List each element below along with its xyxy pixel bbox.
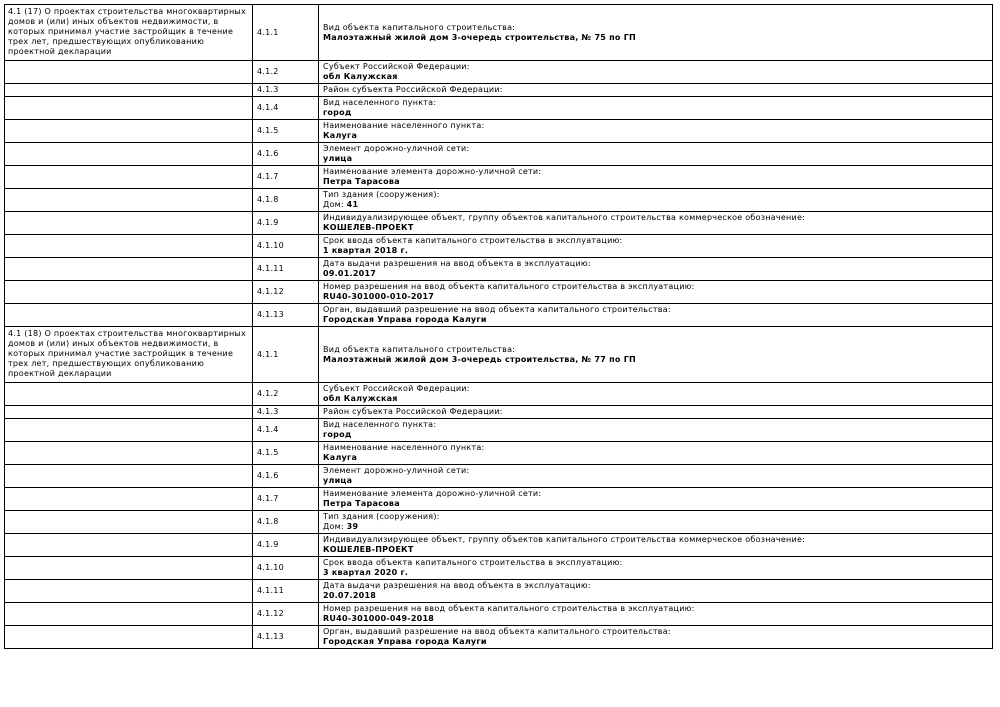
field-value: обл Калужская (323, 72, 398, 81)
field-value-prefix: Дом: (323, 200, 347, 209)
table-row (5, 258, 993, 281)
table-row (5, 603, 993, 626)
row-content (319, 327, 993, 383)
field-value: Малоэтажный жилой дом 3-очередь строительства, № 75 по ГП (323, 32, 636, 42)
section-description-empty-cell (5, 189, 253, 212)
row-number: 4.1.12 (253, 281, 319, 304)
row-number: 4.1.3 (253, 406, 319, 419)
row-number: 4.1.9 (253, 212, 319, 235)
row-number: 4.1.1 (253, 5, 319, 61)
table-row (5, 442, 993, 465)
section-description-empty-cell (5, 281, 253, 304)
row-number: 4.1.13 (253, 304, 319, 327)
field-value-line (323, 499, 988, 509)
row-content (319, 304, 993, 327)
field-value-line (323, 246, 988, 256)
row-number: 4.1.5 (253, 120, 319, 143)
section-description-empty-cell (5, 258, 253, 281)
row-content (319, 84, 993, 97)
section-description-empty-cell (5, 304, 253, 327)
row-number: 4.1.3 (253, 84, 319, 97)
section-description-empty-cell (5, 442, 253, 465)
field-value-line (323, 154, 988, 164)
field-label: Срок ввода объекта капитального строительства в эксплуатацию: (323, 558, 623, 567)
row-content (319, 258, 993, 281)
row-number: 4.1.11 (253, 258, 319, 281)
row-content (319, 488, 993, 511)
field-value: город (323, 108, 352, 117)
row-content (319, 97, 993, 120)
row-content (319, 212, 993, 235)
field-label: Срок ввода объекта капитального строительства в эксплуатацию: (323, 236, 623, 245)
row-number: 4.1.6 (253, 465, 319, 488)
row-content (319, 120, 993, 143)
field-value: город (323, 430, 352, 439)
row-content (319, 406, 993, 419)
row-content (319, 383, 993, 406)
field-label: Вид населенного пункта: (323, 98, 437, 107)
table-row (5, 327, 993, 383)
field-value: 41 (346, 200, 359, 209)
field-value-line (323, 315, 988, 325)
field-value: 1 квартал 2018 г. (323, 246, 409, 255)
table-row (5, 465, 993, 488)
table-row (5, 166, 993, 189)
section-description-empty-cell (5, 97, 253, 120)
field-label: Наименование населенного пункта: (323, 443, 485, 452)
field-value-line (323, 476, 988, 486)
field-value: RU40-301000-010-2017 (323, 292, 435, 301)
field-value-line (323, 545, 988, 555)
field-label: Вид населенного пункта: (323, 420, 437, 429)
field-value: КОШЕЛЕВ-ПРОЕКТ (323, 545, 414, 554)
field-value-line (323, 453, 988, 463)
table-row (5, 281, 993, 304)
field-label: Субъект Российской Федерации: (323, 384, 470, 393)
table-row (5, 406, 993, 419)
section-description-empty-cell (5, 235, 253, 258)
section-description-empty-cell (5, 511, 253, 534)
field-label: Район субъекта Российской Федерации: (323, 85, 503, 94)
field-label: Орган, выдавший разрешение на ввод объекта капитального строительства: (323, 305, 671, 314)
field-value: Малоэтажный жилой дом 3-очередь строительства, № 77 по ГП (323, 354, 636, 364)
row-number: 4.1.8 (253, 511, 319, 534)
row-number: 4.1.4 (253, 419, 319, 442)
row-content (319, 281, 993, 304)
row-number: 4.1.1 (253, 327, 319, 383)
field-value-line (323, 614, 988, 624)
row-number: 4.1.9 (253, 534, 319, 557)
row-number: 4.1.10 (253, 557, 319, 580)
field-value: улица (323, 154, 353, 163)
field-value: Городская Управа города Калуги (323, 315, 487, 324)
field-value-line (323, 394, 988, 404)
field-value-line (323, 430, 988, 440)
table-row (5, 143, 993, 166)
section-description-empty-cell (5, 419, 253, 442)
table-row (5, 557, 993, 580)
table-row (5, 84, 993, 97)
section-description-empty-cell (5, 212, 253, 235)
row-content (319, 465, 993, 488)
field-value: Петра Тарасова (323, 177, 400, 186)
field-value: Городская Управа города Калуги (323, 637, 487, 646)
field-label: Субъект Российской Федерации: (323, 62, 470, 71)
field-value-line (323, 72, 988, 82)
row-number: 4.1.5 (253, 442, 319, 465)
row-content (319, 442, 993, 465)
row-content (319, 419, 993, 442)
field-value: Калуга (323, 453, 358, 462)
field-value-line (323, 33, 988, 43)
row-content (319, 61, 993, 84)
row-content (319, 143, 993, 166)
row-number: 4.1.6 (253, 143, 319, 166)
field-value: Петра Тарасова (323, 499, 400, 508)
table-row (5, 419, 993, 442)
section-description-empty-cell (5, 383, 253, 406)
section-description-empty-cell (5, 580, 253, 603)
field-label: Наименование элемента дорожно-уличной сети: (323, 167, 542, 176)
field-value-line (323, 269, 988, 279)
row-content (319, 189, 993, 212)
field-value: RU40-301000-049-2018 (323, 614, 435, 623)
section-description-empty-cell (5, 61, 253, 84)
table-row (5, 580, 993, 603)
table-row (5, 626, 993, 649)
field-value-line (323, 355, 988, 365)
field-label: Вид объекта капитального строительства: (323, 344, 516, 354)
table-row (5, 5, 993, 61)
field-value: 3 квартал 2020 г. (323, 568, 409, 577)
field-label: Номер разрешения на ввод объекта капитального строительства в эксплуатацию: (323, 604, 695, 613)
table-row (5, 383, 993, 406)
field-label: Вид объекта капитального строительства: (323, 22, 516, 32)
field-value-line (323, 292, 988, 302)
row-number: 4.1.7 (253, 166, 319, 189)
section-description-empty-cell (5, 626, 253, 649)
field-value: 09.01.2017 (323, 269, 377, 278)
table-row (5, 212, 993, 235)
table-row (5, 61, 993, 84)
field-value-line (323, 637, 988, 647)
field-label: Элемент дорожно-уличной сети: (323, 144, 470, 153)
table-row (5, 189, 993, 212)
table-row (5, 488, 993, 511)
section-description-empty-cell (5, 488, 253, 511)
field-value: улица (323, 476, 353, 485)
row-content (319, 603, 993, 626)
row-number: 4.1.4 (253, 97, 319, 120)
field-label: Наименование элемента дорожно-уличной сети: (323, 489, 542, 498)
row-number: 4.1.2 (253, 61, 319, 84)
field-label: Тип здания (сооружения): (323, 512, 440, 521)
field-value-line (323, 177, 988, 187)
field-label: Район субъекта Российской Федерации: (323, 407, 503, 416)
field-label: Элемент дорожно-уличной сети: (323, 466, 470, 475)
section-description-empty-cell (5, 465, 253, 488)
row-content (319, 626, 993, 649)
row-number: 4.1.8 (253, 189, 319, 212)
row-number: 4.1.11 (253, 580, 319, 603)
row-content (319, 580, 993, 603)
field-label: Индивидуализирующее объект, группу объектов капитального строительства коммерческое обозначение: (323, 535, 806, 544)
row-content (319, 166, 993, 189)
field-label: Номер разрешения на ввод объекта капитального строительства в эксплуатацию: (323, 282, 695, 291)
row-number: 4.1.2 (253, 383, 319, 406)
field-value-line (323, 108, 988, 118)
field-value-line (323, 522, 988, 532)
field-value: 20.07.2018 (323, 591, 377, 600)
field-label: Индивидуализирующее объект, группу объектов капитального строительства коммерческое обозначение: (323, 213, 806, 222)
field-value-line (323, 131, 988, 141)
table-row (5, 120, 993, 143)
field-value-line (323, 200, 988, 210)
section-description-empty-cell (5, 143, 253, 166)
section-description-empty-cell (5, 534, 253, 557)
section-description-empty-cell (5, 120, 253, 143)
field-label: Орган, выдавший разрешение на ввод объекта капитального строительства: (323, 627, 671, 636)
section-description: 4.1 (18) О проектах строительства многоквартирных домов и (или) иных объектов недвижимости, в которых принимал участие застройщик в течение трех лет, предшествующих опубликованию проектной декларации (5, 327, 253, 383)
row-content (319, 235, 993, 258)
section-description-empty-cell (5, 557, 253, 580)
field-value-line (323, 568, 988, 578)
field-value: 39 (346, 522, 359, 531)
row-content (319, 511, 993, 534)
table-row (5, 304, 993, 327)
row-content (319, 5, 993, 61)
declaration-table (4, 4, 993, 649)
field-label: Дата выдачи разрешения на ввод объекта в эксплуатацию: (323, 259, 591, 268)
section-description-empty-cell (5, 166, 253, 189)
field-value-line (323, 591, 988, 601)
field-label: Тип здания (сооружения): (323, 190, 440, 199)
field-value-prefix: Дом: (323, 522, 347, 531)
field-value: КОШЕЛЕВ-ПРОЕКТ (323, 223, 414, 232)
table-row (5, 534, 993, 557)
row-content (319, 557, 993, 580)
row-number: 4.1.10 (253, 235, 319, 258)
table-body (5, 5, 993, 649)
section-description-empty-cell (5, 84, 253, 97)
table-row (5, 235, 993, 258)
row-content (319, 534, 993, 557)
field-label: Дата выдачи разрешения на ввод объекта в эксплуатацию: (323, 581, 591, 590)
field-value-line (323, 223, 988, 233)
table-row (5, 511, 993, 534)
row-number: 4.1.13 (253, 626, 319, 649)
row-number: 4.1.7 (253, 488, 319, 511)
row-number: 4.1.12 (253, 603, 319, 626)
field-value: Калуга (323, 131, 358, 140)
table-row (5, 97, 993, 120)
section-description-empty-cell (5, 603, 253, 626)
section-description: 4.1 (17) О проектах строительства многоквартирных домов и (или) иных объектов недвижимости, в которых принимал участие застройщик в течение трех лет, предшествующих опубликованию проектной декларации (5, 5, 253, 61)
field-value: обл Калужская (323, 394, 398, 403)
field-label: Наименование населенного пункта: (323, 121, 485, 130)
section-description-empty-cell (5, 406, 253, 419)
